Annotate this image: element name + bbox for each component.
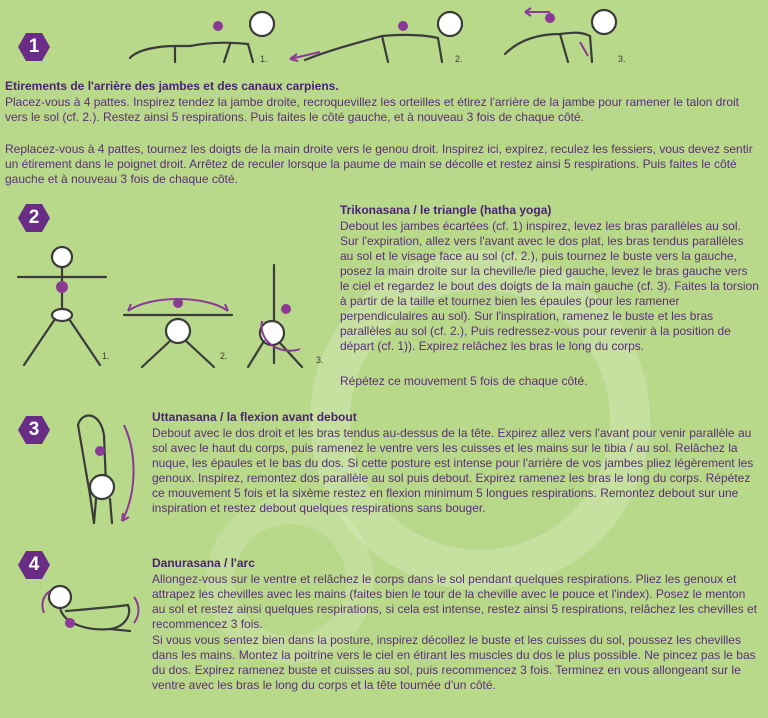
section-paragraph: Debout avec le dos droit et les bras tendus au-dessus de la tête. Expirez allez vers l'avant pour venir parallèle au sol avec le haut du corps, puis ramenez le ventre vers les cuisses et les mains sur le tibia / au sol. Relâchez la nuque, les épaules et le bas du dos. Si cette posture est intense pour l'arrière de vos jambes pliez légèrement les genoux. Inspirez, remontez dos parallèle au sol puis debout. Expirez ramenez les bras le long du corps. Répétez ce mouvement 5 fois et la sixème restez en flexion minimum 5 longues respirations. Remontez debout sur une inspiration et restez debout quelques respirations sans bouger. — [152, 426, 754, 515]
section-number: 2 — [28, 207, 40, 228]
section-paragraph: Allongez-vous sur le ventre et relâchez le corps dans le sol pendant quelques respirations. Pliez les genoux et attrapez les chevilles avec les mains (faites bien le tour de la cheville avec le pouce et l'index). Posez le menton au sol et restez ainsi quelques respirations, si cela est intense, restez ainsi 5 respirations, relâchez les chevilles et recommencez 3 fois. — [152, 572, 757, 631]
section-4-illustration — [30, 575, 150, 650]
section-paragraph: Debout les jambes écartées (cf. 1) inspirez, levez les bras parallèles au sol. Sur l'expiration, allez vers l'avant avec le dos plat, les bras tendus parallèles au sol et le visage face au sol (cf. 2.), puis tournez le buste vers la gauche, posez la main droite sur la cheville/le pied gauche, levez le bras gauche vers le ciel et regardez le bout des doigts de la main gauche (cf. 3). Faites la torsion à partir de la taille et tournez bien les épaules (pour les ramener perpendiculaires au sol). Sur l'inspiration, ramenez le buste et les bras parallèles au sol (cf. 2.), Puis redressez-vous pour revenir à la position de départ (cf. 1)). Expirez relâchez les bras le long du corps. — [340, 219, 759, 353]
section-title: Danurasana / l'arc — [152, 556, 255, 570]
section-3-number-badge — [17, 415, 51, 445]
section-2-number-badge — [17, 203, 51, 233]
section-title: Trikonasana / le triangle (hatha yoga) — [340, 203, 552, 217]
section-number: 3 — [28, 419, 40, 440]
section-number: 4 — [28, 554, 40, 575]
section-2-illustration — [10, 245, 340, 380]
figure-label: 2. — [455, 54, 463, 64]
section-paragraph: Répétez ce mouvement 5 fois de chaque côté. — [340, 374, 588, 388]
section-1-number-badge — [17, 32, 51, 62]
figure-label: 3. — [618, 54, 626, 64]
section-paragraph: Si vous vous sentez bien dans la posture, inspirez décollez le buste et les cuisses du sol, poussez les chevilles dans les mains. Montez la poitrine vers le ciel en étirant les muscles du dos le plus possible. Ne pincez pas le bas du dos. Expirez ramenez buste et cuisses au sol, puis recommencez 3 fois. Terminez en vous allongeant sur le ventre avec les bras le long du corps et la tête tournée d'un côté. — [152, 633, 756, 692]
section-3-illustration — [60, 405, 150, 535]
section-1-illustration — [120, 4, 640, 66]
figure-label: 2. — [220, 351, 228, 361]
section-number: 1 — [28, 36, 40, 57]
section-paragraph: Placez-vous à 4 pattes. Inspirez tendez la jambe droite, recroquevillez les orteilles et étirez l'arrière de la jambe pour ramener le talon droit vers le sol (cf. 2.). Restez ainsi 5 respirations. Puis faites le côté gauche, et à nouveau 3 fois de chaque côté. — [5, 95, 739, 124]
figure-label: 1. — [102, 351, 110, 361]
figure-label: 1. — [260, 54, 268, 64]
section-paragraph: Replacez-vous à 4 pattes, tournez les doigts de la main droite vers le genou droit. Inspirez ici, expirez, reculez les fessiers, vous devez sentir un étirement dans le poignet droit. Arrêtez de reculer lorsque la paume de main se décolle et restez ainsi 5 respirations. Puis faites le côté gauche et à nouveau 3 fois de chaque côté. — [5, 142, 753, 186]
figure-label: 3. — [316, 355, 324, 365]
section-title: Etirements de l'arrière des jambes et des canaux carpiens. — [5, 79, 339, 93]
section-title: Uttanasana / la flexion avant debout — [152, 410, 357, 424]
